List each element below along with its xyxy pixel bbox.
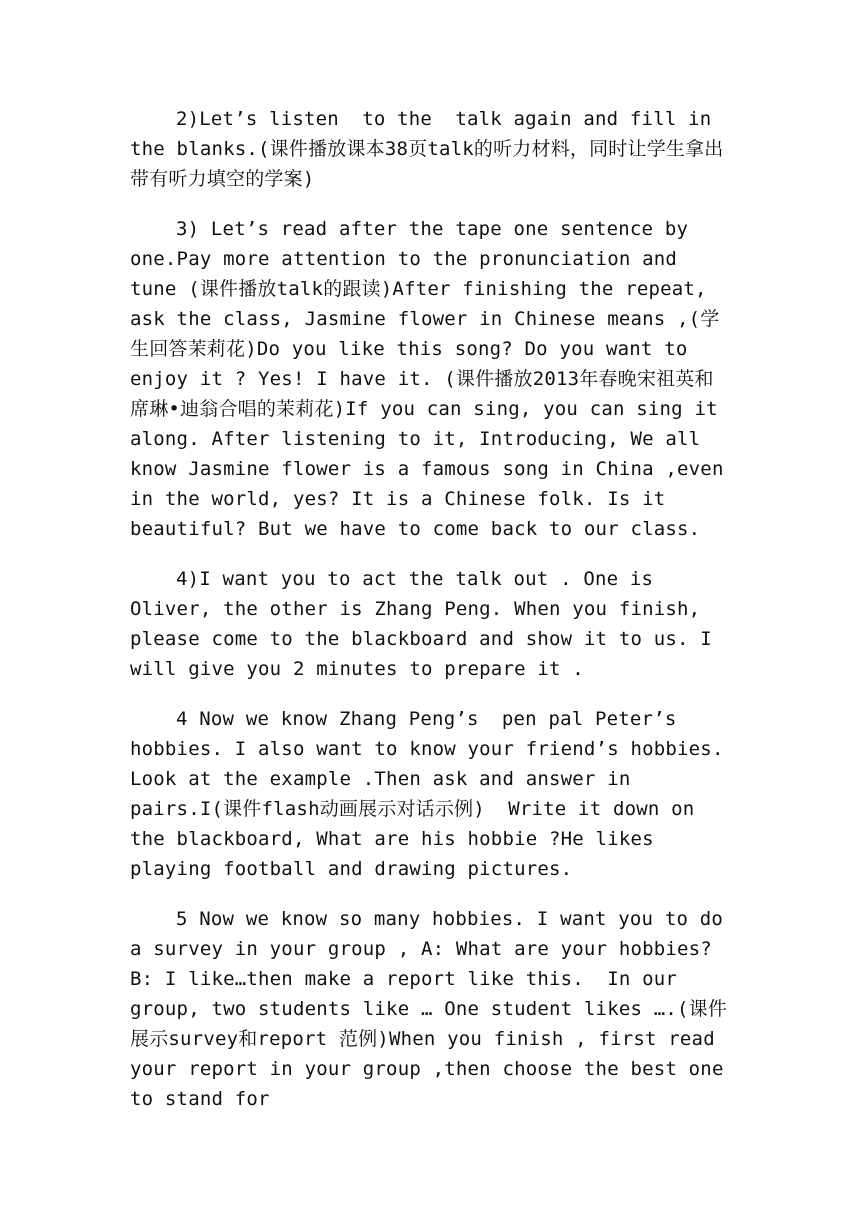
paragraph-act-talk-out: 4)I want you to act the talk out . One is Oliver, the other is Zhang Peng. When you finish, please come to the blackboard and show it to us. I will give you 2 minutes to prepare it . [130, 568, 724, 680]
paragraph-pen-pal-hobbies: 4 Now we know Zhang Peng’s pen pal Peter’s hobbies. I also want to know your friend’s hobbies. Look at the example .Then ask and answer in pairs.I(课件flash动画展示对话示例) Write it down on the blackboard, What are his hobbie ?He likes playing football and drawing pictures. [130, 708, 736, 880]
paragraph-listen-fill-blanks: 2)Let’s listen to the talk again and fill in the blanks.(课件播放课本38页talk的听力材料，同时让学生拿出带有听力填空的学案) [130, 108, 724, 190]
document-body [130, 104, 736, 1134]
paragraph-read-after-tape: 3) Let’s read after the tape one sentence by one.Pay more attention to the pronunciation and tune (课件播放talk的跟读)After finishing the repeat, ask the class, Jasmine flower in Chinese means ,(学生回答茉莉花)Do you like this song? Do you want to enjoy it ? Yes! I have it. (课件播放2013年春晚宋祖英和席琳•迪翁合唱的茉莉花)If you can sing, you can sing it along. After listening to it, Introducing, We all know Jasmine flower is a famous song in China ,even in the world, yes? It is a Chinese folk. Is it beautiful? But we have to come back to our class. [130, 218, 736, 540]
paragraph-group-survey: 5 Now we know so many hobbies. I want you to do a survey in your group , A: What are your hobbies? B: I like…then make a report like this. In our group, two students like … One student likes ….(课件展示survey和report 范例)When you finish , first read your report in your group ,then choose the best one to stand for [130, 908, 736, 1110]
